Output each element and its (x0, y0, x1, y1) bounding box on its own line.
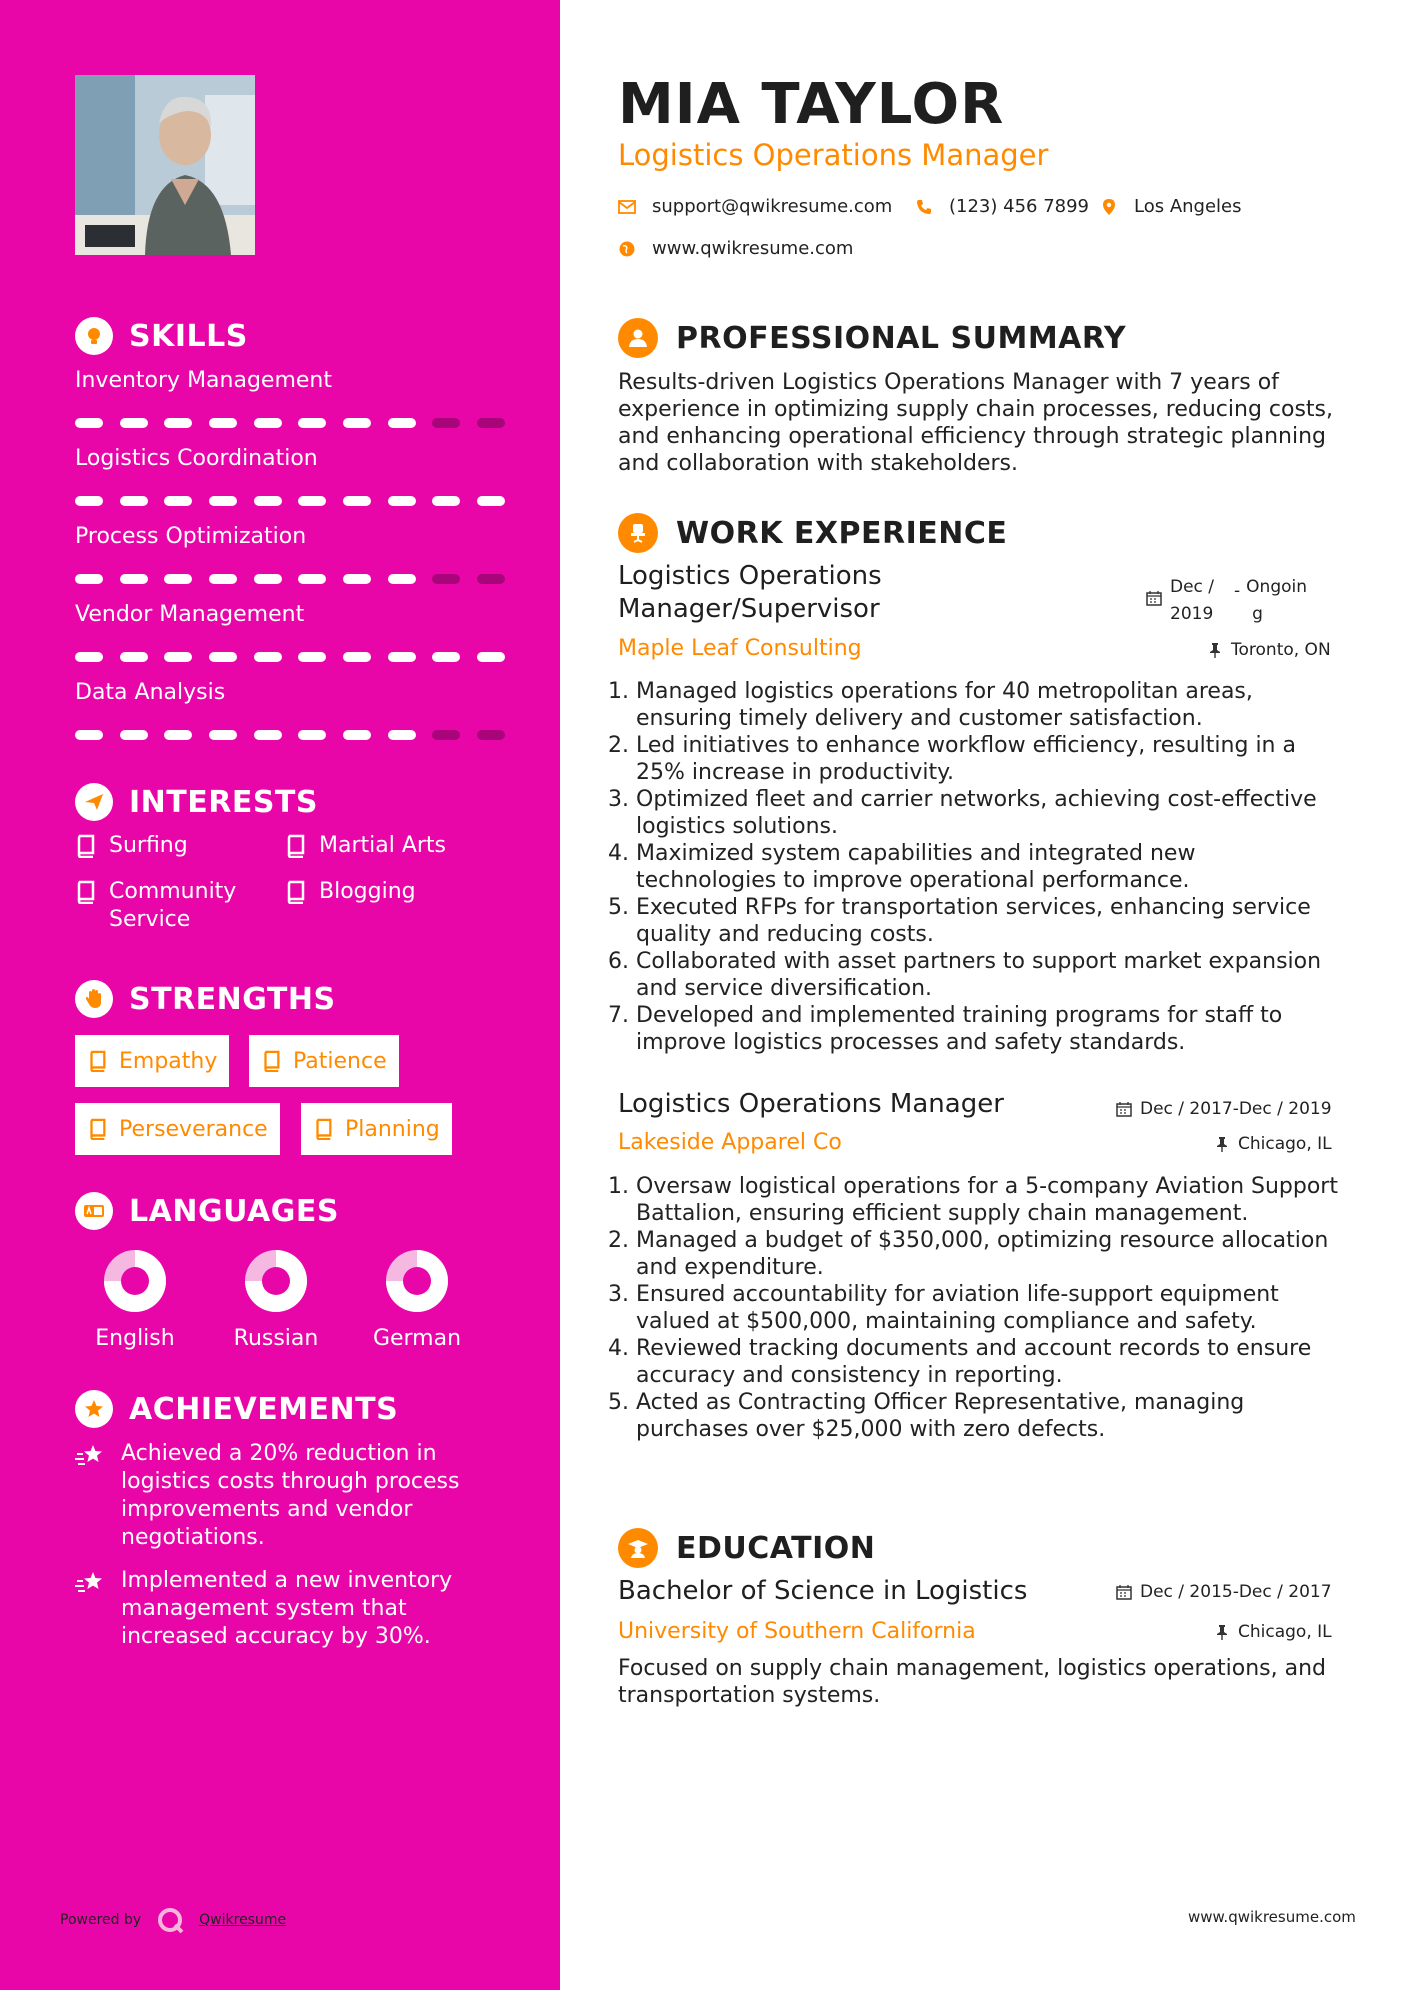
book-icon (285, 834, 305, 858)
job-date-end (1246, 574, 1307, 628)
skill-bar-segment (388, 652, 416, 662)
skill-bar-segment (254, 652, 282, 662)
skill-bar (75, 418, 505, 428)
lightbulb-icon (75, 317, 113, 355)
skill-bar-segment (298, 418, 326, 428)
skill-bar-segment (75, 496, 103, 506)
strength-label: Patience (293, 1048, 387, 1074)
skill-label: Process Optimization (75, 524, 307, 549)
skill-bar-segment (209, 574, 237, 584)
powered-by-label: Powered by (60, 1912, 142, 1928)
strength-tag (301, 1103, 452, 1155)
book-icon (75, 880, 95, 904)
skill-bar (75, 652, 505, 662)
date-separator: - (1234, 581, 1241, 601)
skill-bar-segment (343, 496, 371, 506)
skill-bar-segment (209, 496, 237, 506)
skill-bar-segment (343, 418, 371, 428)
skill-bar-segment (388, 730, 416, 740)
job-location (1207, 640, 1331, 660)
strength-tag (75, 1035, 229, 1087)
skills-title: SKILLS (129, 318, 248, 354)
book-icon (285, 880, 305, 904)
location-text: Toronto, ON (1231, 640, 1331, 660)
job-duty: 5. Executed RFPs for transportation services, enhancing service quality and reducing costs. (636, 894, 1340, 948)
job-duty: 7. Developed and implemented training programs for staff to improve logistics processes and safety standards. (636, 1002, 1340, 1056)
degree-name: Bachelor of Science in Logistics (618, 1576, 1028, 1606)
job-dates (1116, 1099, 1332, 1119)
company-name: Maple Leaf Consulting (618, 636, 862, 661)
job-duty: 2. Managed a budget of $350,000, optimizing resource allocation and expenditure. (636, 1227, 1340, 1281)
strength-tag (249, 1035, 399, 1087)
interest-label: Blogging (319, 879, 416, 904)
job-duty: 4. Maximized system capabilities and integrated new technologies to improve operational performance. (636, 840, 1340, 894)
language-name: German (372, 1326, 462, 1351)
experience-header (618, 513, 1007, 553)
profile-photo-image (75, 75, 255, 255)
skill-bar-segment (120, 418, 148, 428)
profile-photo (75, 75, 255, 255)
job-duty: 1. Managed logistics operations for 40 metropolitan areas, ensuring timely delivery and customer satisfaction. (636, 678, 1340, 732)
skill-bar-segment (477, 418, 505, 428)
skill-bar-segment (432, 730, 460, 740)
paper-plane-icon (75, 783, 113, 821)
achievements-title: ACHIEVEMENTS (129, 1391, 399, 1427)
book-icon (87, 1118, 107, 1140)
job-title: Logistics Operations Manager (618, 138, 1049, 172)
phone-icon (915, 198, 933, 216)
job-role (618, 560, 882, 626)
interest-item (75, 832, 188, 860)
powered-by (60, 1905, 286, 1935)
strength-label: Planning (345, 1116, 440, 1142)
book-icon (261, 1050, 281, 1072)
book-icon (75, 834, 95, 858)
skill-bar-segment (343, 652, 371, 662)
skill-bar-segment (432, 652, 460, 662)
education-header (618, 1528, 875, 1568)
location-text: Los Angeles (1134, 196, 1242, 217)
skill-label: Vendor Management (75, 602, 305, 627)
book-icon (87, 1050, 107, 1072)
skill-bar (75, 730, 505, 740)
shooting-star-icon (75, 1442, 107, 1470)
job-dates (1146, 574, 1307, 628)
company-name: Lakeside Apparel Co (618, 1130, 842, 1155)
job-location (1214, 1134, 1332, 1154)
skill-bar-segment (432, 574, 460, 584)
envelope-icon (618, 198, 636, 216)
skill-bar-segment (209, 652, 237, 662)
skill-bar-segment (75, 730, 103, 740)
graduate-icon (618, 1528, 658, 1568)
date-text: Dec / 2017-Dec / 2019 (1140, 1099, 1332, 1119)
language-ring-hole (262, 1267, 290, 1295)
date-text: Dec / (1170, 577, 1215, 597)
interest-label: Surfing (109, 833, 188, 858)
date-text: Dec / 2015-Dec / 2017 (1140, 1582, 1332, 1602)
contact-website (618, 238, 853, 259)
achievements-header (75, 1390, 398, 1428)
qwikresume-link[interactable]: Qwikresume (199, 1912, 287, 1928)
skill-bar-segment (75, 418, 103, 428)
skill-bar-segment (120, 730, 148, 740)
education-location (1214, 1622, 1332, 1642)
interests-title: INTERESTS (129, 784, 318, 820)
map-pin-icon (1100, 198, 1118, 216)
skill-bar-segment (254, 496, 282, 506)
website-text[interactable]: www.qwikresume.com (652, 238, 854, 259)
book-icon (313, 1118, 333, 1140)
language-ring-hole (403, 1267, 431, 1295)
experience-title: WORK EXPERIENCE (676, 515, 1008, 551)
skill-bar-segment (477, 652, 505, 662)
job-duties-list (612, 1173, 1340, 1443)
strength-label: Perseverance (119, 1116, 268, 1142)
contact-location (1100, 196, 1242, 217)
strength-tag (75, 1103, 280, 1155)
calendar-icon (1146, 590, 1162, 606)
language-ring-hole (121, 1267, 149, 1295)
skill-bar-segment (343, 574, 371, 584)
skill-bar-segment (164, 652, 192, 662)
job-duties-list (612, 678, 1340, 1056)
skill-bar-segment (254, 730, 282, 740)
pushpin-icon (1207, 642, 1223, 658)
contact-phone (915, 196, 1089, 217)
job-role: Logistics Operations Manager (618, 1089, 1004, 1119)
skill-bar-segment (477, 574, 505, 584)
language-item (216, 1250, 336, 1351)
job-duty: 4. Reviewed tracking documents and account records to ensure accuracy and consistency in reporting. (636, 1335, 1340, 1389)
candidate-name: MIA TAYLOR (618, 72, 1005, 137)
summary-title: PROFESSIONAL SUMMARY (676, 320, 1127, 356)
location-text: Chicago, IL (1238, 1622, 1332, 1642)
email-text[interactable]: support@qwikresume.com (652, 196, 893, 217)
user-icon (618, 318, 658, 358)
contact-email (618, 196, 892, 217)
education-dates (1116, 1582, 1332, 1602)
skill-bar-segment (164, 418, 192, 428)
job-duty: 5. Acted as Contracting Officer Representative, managing purchases over $25,000 with zero defects. (636, 1389, 1340, 1443)
job-duty: 3. Optimized fleet and carrier networks, achieving cost-effective logistics solutions. (636, 786, 1340, 840)
skill-label: Inventory Management (75, 368, 332, 393)
skill-bar-segment (209, 730, 237, 740)
skill-bar-segment (343, 730, 371, 740)
skill-bar-segment (254, 418, 282, 428)
summary-text: Results-driven Logistics Operations Manager with 7 years of experience in optimizing supply chain processes, reducing costs, and enhancing operational efficiency through strategic planning and collaboration with stakeholders. (618, 370, 1334, 476)
education-title: EDUCATION (676, 1530, 876, 1566)
skill-bar (75, 574, 505, 584)
sidebar (0, 0, 560, 1990)
language-level-ring (386, 1250, 448, 1312)
language-item (75, 1250, 195, 1351)
interests-header (75, 783, 318, 821)
calendar-icon (1116, 1101, 1132, 1117)
chair-icon (618, 513, 658, 553)
strengths-title: STRENGTHS (129, 981, 336, 1017)
star-icon (75, 1390, 113, 1428)
achievement-text: Achieved a 20% reduction in logistics costs through process improvements and vendor negotiations. (121, 1441, 460, 1550)
languages-header (75, 1192, 339, 1230)
language-level-ring (104, 1250, 166, 1312)
skill-bar-segment (75, 574, 103, 584)
skill-label: Logistics Coordination (75, 446, 318, 471)
skill-bar-segment (120, 574, 148, 584)
qwikresume-logo-icon (155, 1905, 185, 1935)
achievement-item (75, 1440, 495, 1552)
date-text: 2019 (1170, 604, 1214, 624)
skill-bar-segment (164, 730, 192, 740)
skill-bar-segment (298, 652, 326, 662)
skill-bar-segment (254, 574, 282, 584)
language-name: Russian (233, 1326, 319, 1351)
interest-item (285, 878, 416, 906)
interest-label: Community Service (109, 879, 237, 932)
job-duty: 2. Led initiatives to enhance workflow efficiency, resulting in a 25% increase in productivity. (636, 732, 1340, 786)
summary-header (618, 318, 1126, 358)
phone-text: (123) 456 7899 (949, 196, 1090, 217)
location-text: Chicago, IL (1238, 1134, 1332, 1154)
strengths-header (75, 980, 336, 1018)
skill-bar-segment (388, 574, 416, 584)
calendar-icon (1116, 1584, 1132, 1600)
skill-bar (75, 496, 505, 506)
language-level-ring (245, 1250, 307, 1312)
skill-bar-segment (432, 418, 460, 428)
footer-url[interactable]: www.qwikresume.com (1188, 1908, 1356, 1926)
skill-bar-segment (75, 652, 103, 662)
pushpin-icon (1214, 1136, 1230, 1152)
job-duty: 1. Oversaw logistical operations for a 5-company Aviation Support Battalion, ensuring efficient supply chain management. (636, 1173, 1340, 1227)
skill-bar-segment (477, 496, 505, 506)
school-name: University of Southern California (618, 1619, 976, 1644)
skill-bar-segment (209, 418, 237, 428)
skill-bar-segment (164, 496, 192, 506)
achievement-item (75, 1567, 495, 1651)
skill-bar-segment (298, 496, 326, 506)
skill-bar-segment (388, 496, 416, 506)
skill-bar-segment (120, 652, 148, 662)
language-icon (75, 1192, 113, 1230)
date-text: g (1252, 604, 1263, 624)
pushpin-icon (1214, 1624, 1230, 1640)
strength-label: Empathy (119, 1048, 218, 1074)
skill-bar-segment (388, 418, 416, 428)
job-duty: 3. Ensured accountability for aviation life-support equipment valued at $500,000, maintaining compliance and safety. (636, 1281, 1340, 1335)
skill-bar-segment (477, 730, 505, 740)
job-date-start (1170, 574, 1214, 628)
job-role-line: Logistics Operations (618, 561, 882, 591)
interest-item (75, 878, 265, 934)
skill-bar-segment (164, 574, 192, 584)
languages-title: LANGUAGES (129, 1193, 339, 1229)
globe-icon (618, 240, 636, 258)
interest-label: Martial Arts (319, 833, 447, 858)
language-name: English (95, 1326, 175, 1351)
skill-bar-segment (298, 574, 326, 584)
skill-bar-segment (120, 496, 148, 506)
language-item (357, 1250, 477, 1351)
skills-header (75, 317, 248, 355)
achievement-text: Implemented a new inventory management system that increased accuracy by 30%. (121, 1568, 453, 1649)
job-duty: 6. Collaborated with asset partners to support market expansion and service diversification. (636, 948, 1340, 1002)
skill-label: Data Analysis (75, 680, 226, 705)
job-role-line: Manager/Supervisor (618, 594, 880, 624)
skill-bar-segment (298, 730, 326, 740)
shooting-star-icon (75, 1569, 107, 1597)
education-text: Focused on supply chain management, logistics operations, and transportation systems. (618, 1656, 1326, 1708)
skill-bar-segment (432, 496, 460, 506)
hand-icon (75, 980, 113, 1018)
date-text: Ongoin (1246, 577, 1308, 597)
interest-item (285, 832, 446, 860)
